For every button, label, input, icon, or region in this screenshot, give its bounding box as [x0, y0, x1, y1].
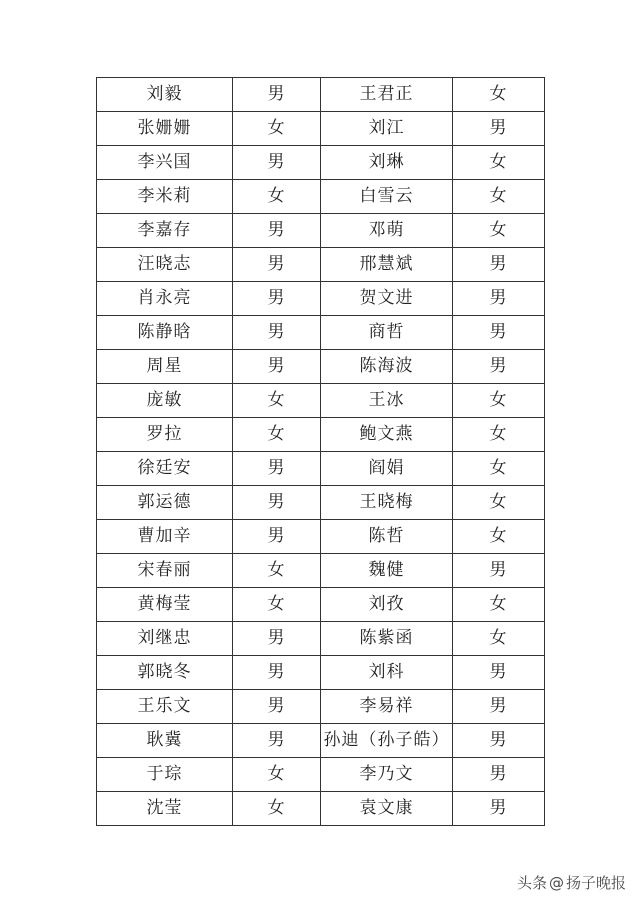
- table-row: [97, 384, 545, 418]
- gender-cell-left: 男: [233, 724, 321, 758]
- gender-cell-left: 男: [233, 452, 321, 486]
- gender-cell-left: 男: [233, 248, 321, 282]
- gender-cell-left: 女: [233, 554, 321, 588]
- table-row: [97, 418, 545, 452]
- table-row: [97, 656, 545, 690]
- gender-cell-left: 男: [233, 350, 321, 384]
- gender-cell-left: 男: [233, 214, 321, 248]
- table-row: [97, 486, 545, 520]
- name-cell-left: 沈莹: [97, 792, 233, 826]
- gender-cell-right: 女: [453, 78, 545, 112]
- gender-cell-left: 女: [233, 112, 321, 146]
- table-row: [97, 792, 545, 826]
- name-cell-right: 魏健: [321, 554, 453, 588]
- gender-cell-left: 女: [233, 758, 321, 792]
- name-cell-left: 刘继忠: [97, 622, 233, 656]
- gender-cell-right: 男: [453, 112, 545, 146]
- name-cell-right: 阎娟: [321, 452, 453, 486]
- gender-cell-right: 女: [453, 622, 545, 656]
- gender-cell-left: 女: [233, 418, 321, 452]
- table-row: [97, 758, 545, 792]
- table-row: [97, 350, 545, 384]
- name-cell-left: 李嘉存: [97, 214, 233, 248]
- name-cell-left: 徐廷安: [97, 452, 233, 486]
- gender-cell-left: 女: [233, 792, 321, 826]
- gender-cell-right: 女: [453, 384, 545, 418]
- name-cell-right: 刘江: [321, 112, 453, 146]
- name-cell-right: 陈紫函: [321, 622, 453, 656]
- name-cell-right: 李易祥: [321, 690, 453, 724]
- name-table-container: [96, 77, 544, 826]
- name-cell-left: 张姗姗: [97, 112, 233, 146]
- name-cell-right: 王君正: [321, 78, 453, 112]
- name-cell-right: 刘琳: [321, 146, 453, 180]
- name-cell-left: 耿冀: [97, 724, 233, 758]
- watermark-account: 扬子晚报: [565, 874, 626, 892]
- name-cell-right: 刘孜: [321, 588, 453, 622]
- table-row: [97, 316, 545, 350]
- name-cell-right: 袁文康: [321, 792, 453, 826]
- gender-cell-left: 男: [233, 78, 321, 112]
- table-row: [97, 146, 545, 180]
- table-row: [97, 520, 545, 554]
- name-cell-right: 商哲: [321, 316, 453, 350]
- watermark: [517, 872, 626, 893]
- table-row: [97, 112, 545, 146]
- table-row: [97, 554, 545, 588]
- watermark-prefix: 头条: [516, 874, 547, 892]
- name-cell-left: 郭运德: [97, 486, 233, 520]
- name-cell-right: 白雪云: [321, 180, 453, 214]
- gender-cell-right: 女: [453, 588, 545, 622]
- gender-cell-right: 男: [453, 656, 545, 690]
- table-row: [97, 248, 545, 282]
- gender-cell-right: 男: [453, 554, 545, 588]
- name-cell-right: 王冰: [321, 384, 453, 418]
- name-cell-right: 王晓梅: [321, 486, 453, 520]
- table-row: [97, 588, 545, 622]
- gender-cell-right: 女: [453, 452, 545, 486]
- name-cell-left: 刘毅: [97, 78, 233, 112]
- name-cell-left: 庞敏: [97, 384, 233, 418]
- gender-cell-left: 男: [233, 690, 321, 724]
- name-cell-left: 李米莉: [97, 180, 233, 214]
- gender-cell-right: 男: [453, 316, 545, 350]
- gender-cell-left: 女: [233, 180, 321, 214]
- name-cell-right: 贺文进: [321, 282, 453, 316]
- table-row: [97, 690, 545, 724]
- table-row: [97, 78, 545, 112]
- gender-cell-right: 男: [453, 282, 545, 316]
- name-cell-right: 孙迪（孙子皓）: [321, 724, 453, 758]
- gender-cell-right: 男: [453, 724, 545, 758]
- gender-cell-right: 女: [453, 214, 545, 248]
- table-row: [97, 282, 545, 316]
- name-cell-left: 李兴国: [97, 146, 233, 180]
- gender-cell-right: 男: [453, 792, 545, 826]
- name-cell-left: 周星: [97, 350, 233, 384]
- name-cell-left: 曹加辛: [97, 520, 233, 554]
- gender-cell-right: 男: [453, 758, 545, 792]
- gender-cell-right: 女: [453, 146, 545, 180]
- name-cell-right: 李乃文: [321, 758, 453, 792]
- name-cell-left: 陈静晗: [97, 316, 233, 350]
- name-cell-right: 陈海波: [321, 350, 453, 384]
- gender-cell-right: 女: [453, 180, 545, 214]
- gender-cell-left: 男: [233, 316, 321, 350]
- gender-cell-left: 男: [233, 656, 321, 690]
- gender-cell-right: 男: [453, 248, 545, 282]
- table-row: [97, 724, 545, 758]
- at-sign: @: [548, 873, 564, 892]
- gender-cell-right: 男: [453, 350, 545, 384]
- gender-cell-left: 男: [233, 520, 321, 554]
- name-cell-right: 邢慧斌: [321, 248, 453, 282]
- table-row: [97, 452, 545, 486]
- gender-cell-left: 男: [233, 486, 321, 520]
- name-cell-left: 王乐文: [97, 690, 233, 724]
- name-gender-table: [96, 77, 545, 826]
- gender-cell-right: 女: [453, 486, 545, 520]
- name-cell-right: 刘科: [321, 656, 453, 690]
- gender-cell-left: 女: [233, 384, 321, 418]
- gender-cell-left: 男: [233, 146, 321, 180]
- table-row: [97, 180, 545, 214]
- name-cell-right: 陈哲: [321, 520, 453, 554]
- name-cell-left: 宋春丽: [97, 554, 233, 588]
- name-cell-left: 罗拉: [97, 418, 233, 452]
- name-cell-left: 于琮: [97, 758, 233, 792]
- table-row: [97, 214, 545, 248]
- gender-cell-right: 女: [453, 418, 545, 452]
- name-cell-left: 汪晓志: [97, 248, 233, 282]
- name-cell-left: 黄梅莹: [97, 588, 233, 622]
- table-body: [97, 78, 545, 826]
- gender-cell-left: 女: [233, 588, 321, 622]
- table-row: [97, 622, 545, 656]
- name-cell-left: 郭晓冬: [97, 656, 233, 690]
- gender-cell-right: 男: [453, 690, 545, 724]
- name-cell-right: 邓萌: [321, 214, 453, 248]
- gender-cell-left: 男: [233, 282, 321, 316]
- gender-cell-left: 男: [233, 622, 321, 656]
- name-cell-right: 鲍文燕: [321, 418, 453, 452]
- gender-cell-right: 女: [453, 520, 545, 554]
- name-cell-left: 肖永亮: [97, 282, 233, 316]
